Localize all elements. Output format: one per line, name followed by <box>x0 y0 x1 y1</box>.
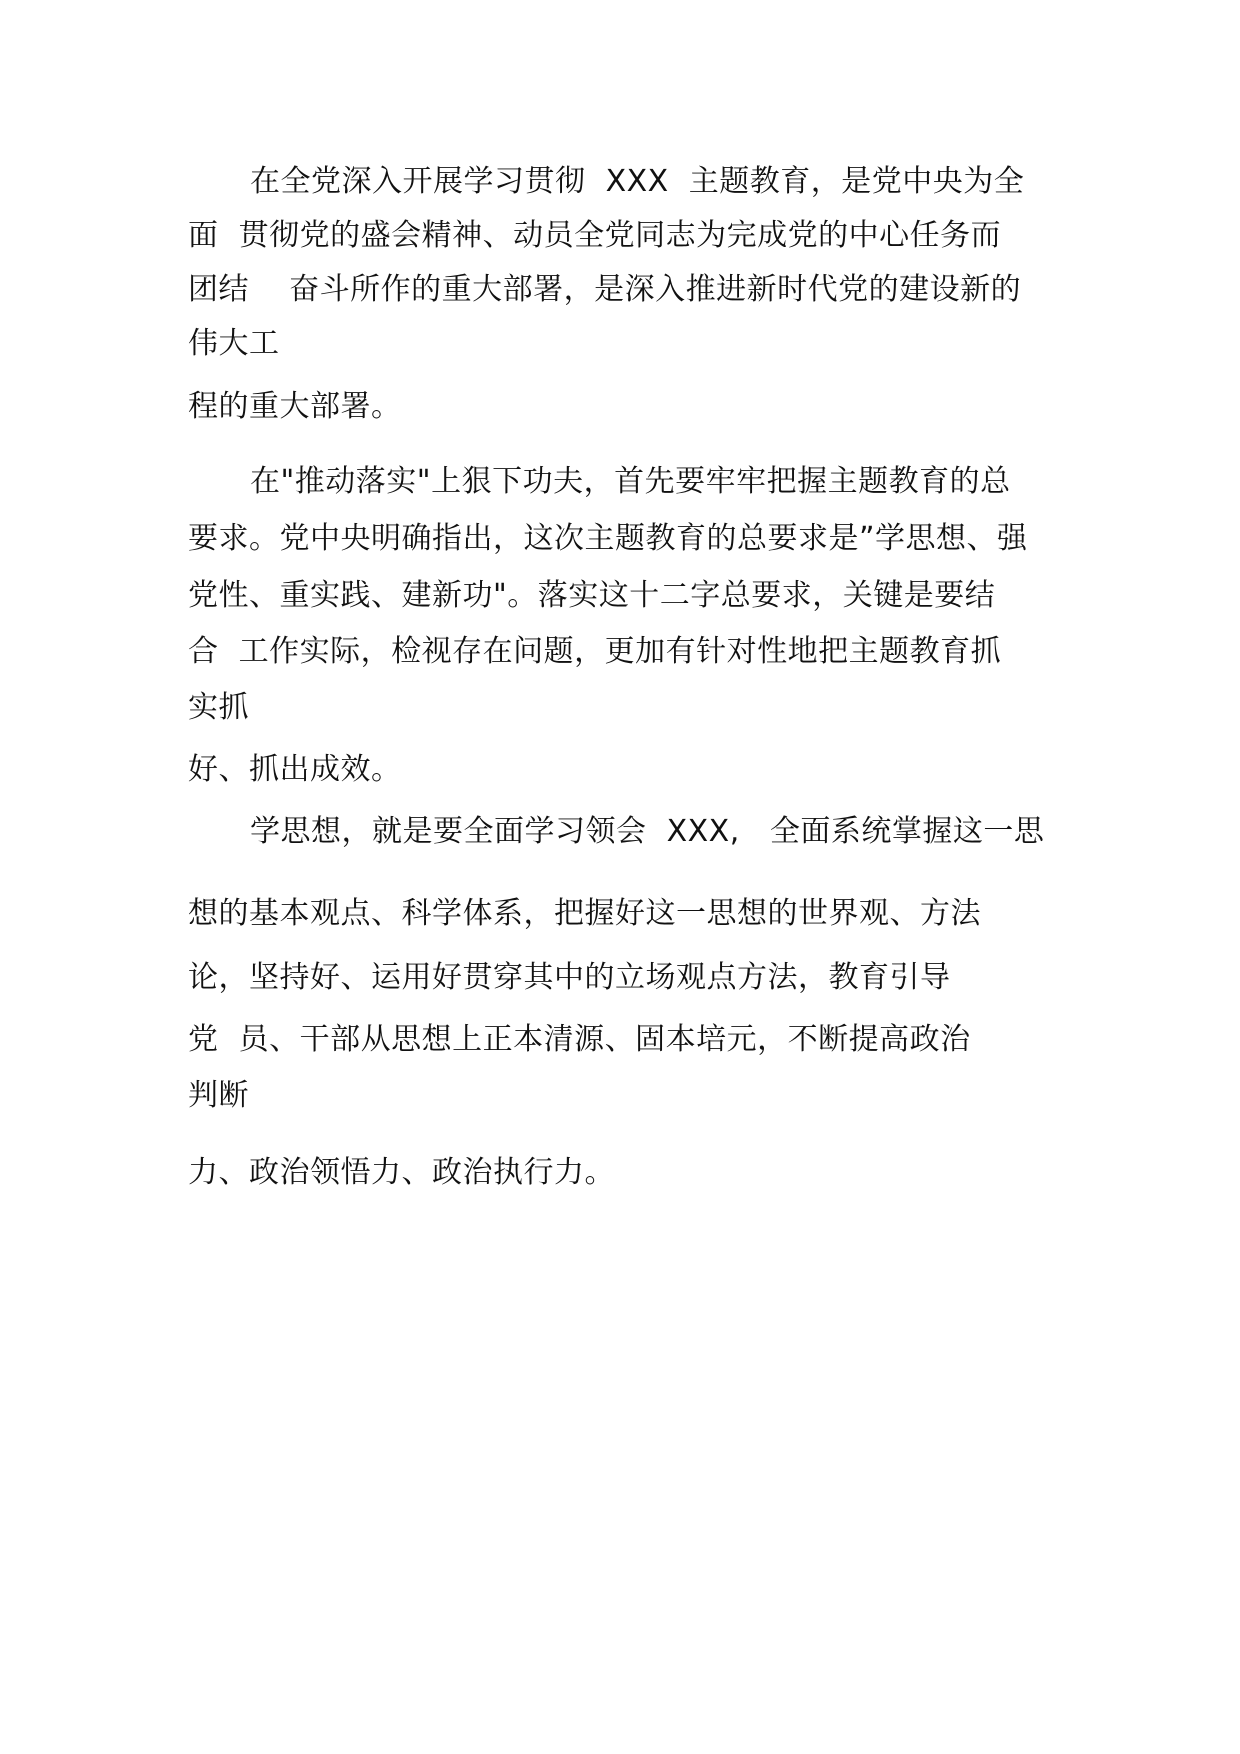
paragraph-line: 实抓 <box>188 690 249 725</box>
paragraph-line: 党 员、干部从思想上正本清源、固本培元，不断提高政治 <box>188 1022 971 1057</box>
paragraph-line: 在全党深入开展学习贯彻 XXX 主题教育，是党中央为全 <box>250 164 1025 199</box>
paragraph-line: 合 工作实际，检视存在问题，更加有针对性地把主题教育抓 <box>188 634 1002 669</box>
paragraph-line: 面 贯彻党的盛会精神、动员全党同志为完成党的中心任务而 <box>188 218 1002 253</box>
paragraph-line: 程的重大部署。 <box>188 389 402 424</box>
paragraph-line: 党性、重实践、建新功"。落实这十二字总要求，关键是要结 <box>188 578 996 613</box>
paragraph-line: 想的基本观点、科学体系，把握好这一思想的世界观、方法 <box>188 896 981 931</box>
paragraph-line: 要求。党中央明确指出，这次主题教育的总要求是”学思想、强 <box>188 521 1028 556</box>
paragraph-line: 论，坚持好、运用好贯穿其中的立场观点方法，教育引导 <box>188 960 951 995</box>
paragraph-line: 团结 奋斗所作的重大部署，是深入推进新时代党的建设新的 <box>188 272 1022 307</box>
paragraph-line: 力、政治领悟力、政治执行力。 <box>188 1155 615 1190</box>
paragraph-line: 学思想，就是要全面学习领会 XXX, 全面系统掌握这一思 <box>250 814 1045 849</box>
paragraph-line: 判断 <box>188 1078 249 1113</box>
paragraph-line: 在"推动落实"上狠下功夫，首先要牢牢把握主题教育的总 <box>250 464 1011 499</box>
paragraph-line: 伟大工 <box>188 326 280 361</box>
paragraph-line: 好、抓出成效。 <box>188 752 402 787</box>
